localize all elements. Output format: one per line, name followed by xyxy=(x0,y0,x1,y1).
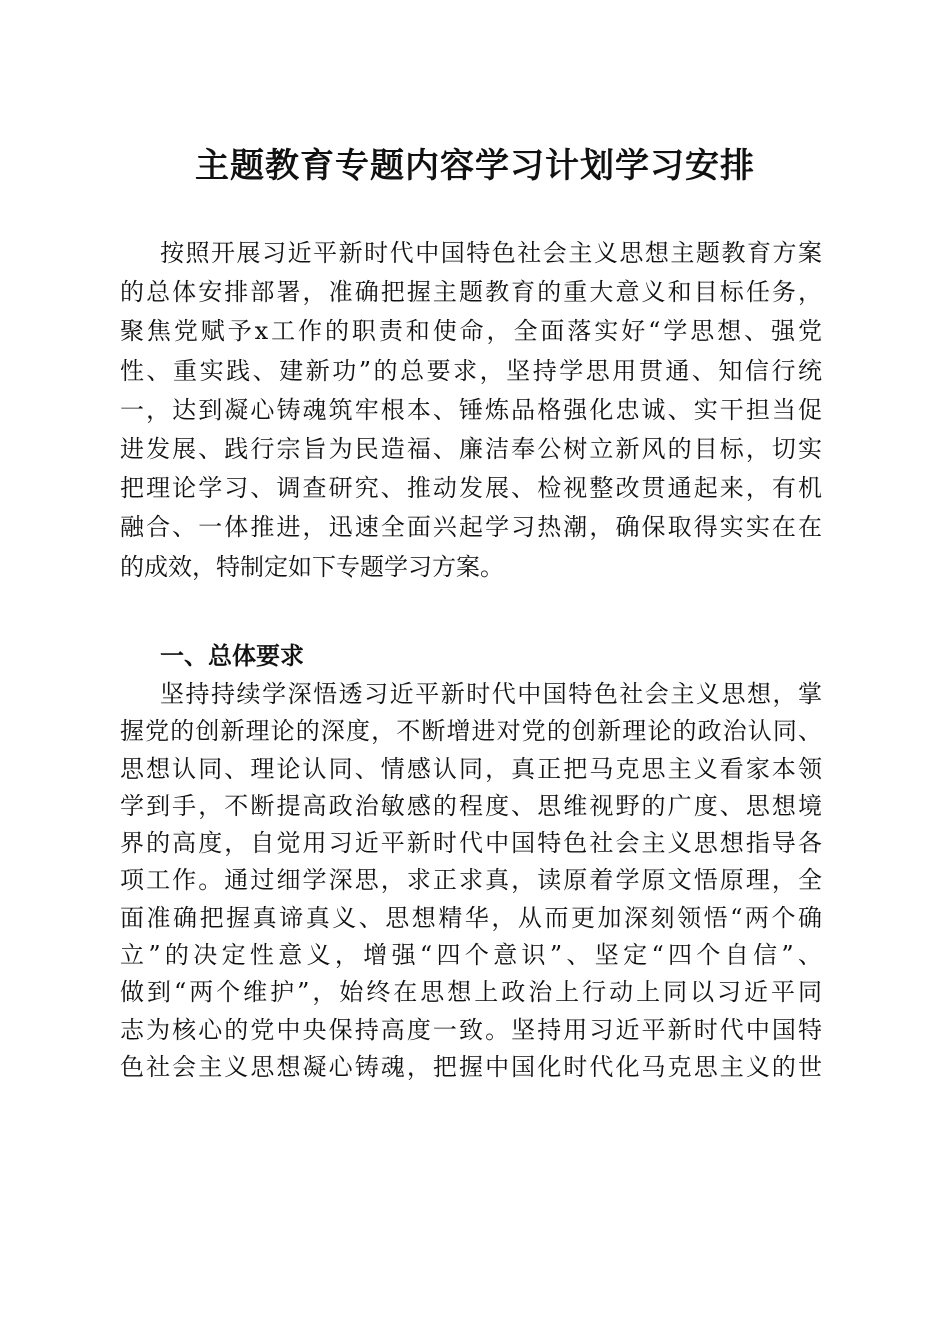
text-line: 立”的决定性意义，增强“四个意识”、坚定“四个自信”、 xyxy=(120,941,822,970)
text-line: 聚焦党赋予x工作的职责和使命，全面落实好“学思想、强党 xyxy=(120,317,822,346)
text-line: 界的高度，自觉用习近平新时代中国特色社会主义思想指导各 xyxy=(120,829,822,858)
section-heading: 一、总体要求 xyxy=(160,642,304,670)
text-line: 志为核心的党中央保持高度一致。坚持用习近平新时代中国特 xyxy=(120,1015,822,1044)
text-line: 进发展、践行宗旨为民造福、廉洁奉公树立新风的目标，切实 xyxy=(120,434,822,463)
text-line: 性、重实践、建新功”的总要求，坚持学思用贯通、知信行统 xyxy=(120,356,822,385)
text-line: 握党的创新理论的深度，不断增进对党的创新理论的政治认同、 xyxy=(120,717,822,746)
text-line: 学到手，不断提高政治敏感的程度、思维视野的广度、思想境 xyxy=(120,791,822,820)
text-line: 一，达到凝心铸魂筑牢根本、锤炼品格强化忠诚、实干担当促 xyxy=(120,395,822,424)
text-line: 把理论学习、调查研究、推动发展、检视整改贯通起来，有机 xyxy=(120,474,822,503)
text-line: 融合、一体推进，迅速全面兴起学习热潮，确保取得实实在在 xyxy=(120,513,822,542)
paragraph-general-requirements xyxy=(120,676,822,1086)
text-line: 色社会主义思想凝心铸魂，把握中国化时代化马克思主义的世 xyxy=(120,1052,822,1081)
text-line: 按照开展习近平新时代中国特色社会主义思想主题教育方案 xyxy=(160,239,822,267)
text-line: 思想认同、理论认同、情感认同，真正把马克思主义看家本领 xyxy=(120,754,822,783)
document-title: 主题教育专题内容学习计划学习安排 xyxy=(195,146,755,186)
text-line: 的成效，特制定如下专题学习方案。 xyxy=(120,552,504,581)
text-line: 面准确把握真谛真义、思想精华，从而更加深刻领悟“两个确 xyxy=(120,903,822,932)
paragraph-intro xyxy=(120,234,822,587)
text-line: 坚持持续学深悟透习近平新时代中国特色社会主义思想，掌 xyxy=(160,680,822,708)
text-line: 做到“两个维护”，始终在思想上政治上行动上同以习近平同 xyxy=(120,978,822,1007)
text-line: 的总体安排部署，准确把握主题教育的重大意义和目标任务， xyxy=(120,278,822,307)
text-line: 项工作。通过细学深思，求正求真，读原着学原文悟原理，全 xyxy=(120,866,822,895)
